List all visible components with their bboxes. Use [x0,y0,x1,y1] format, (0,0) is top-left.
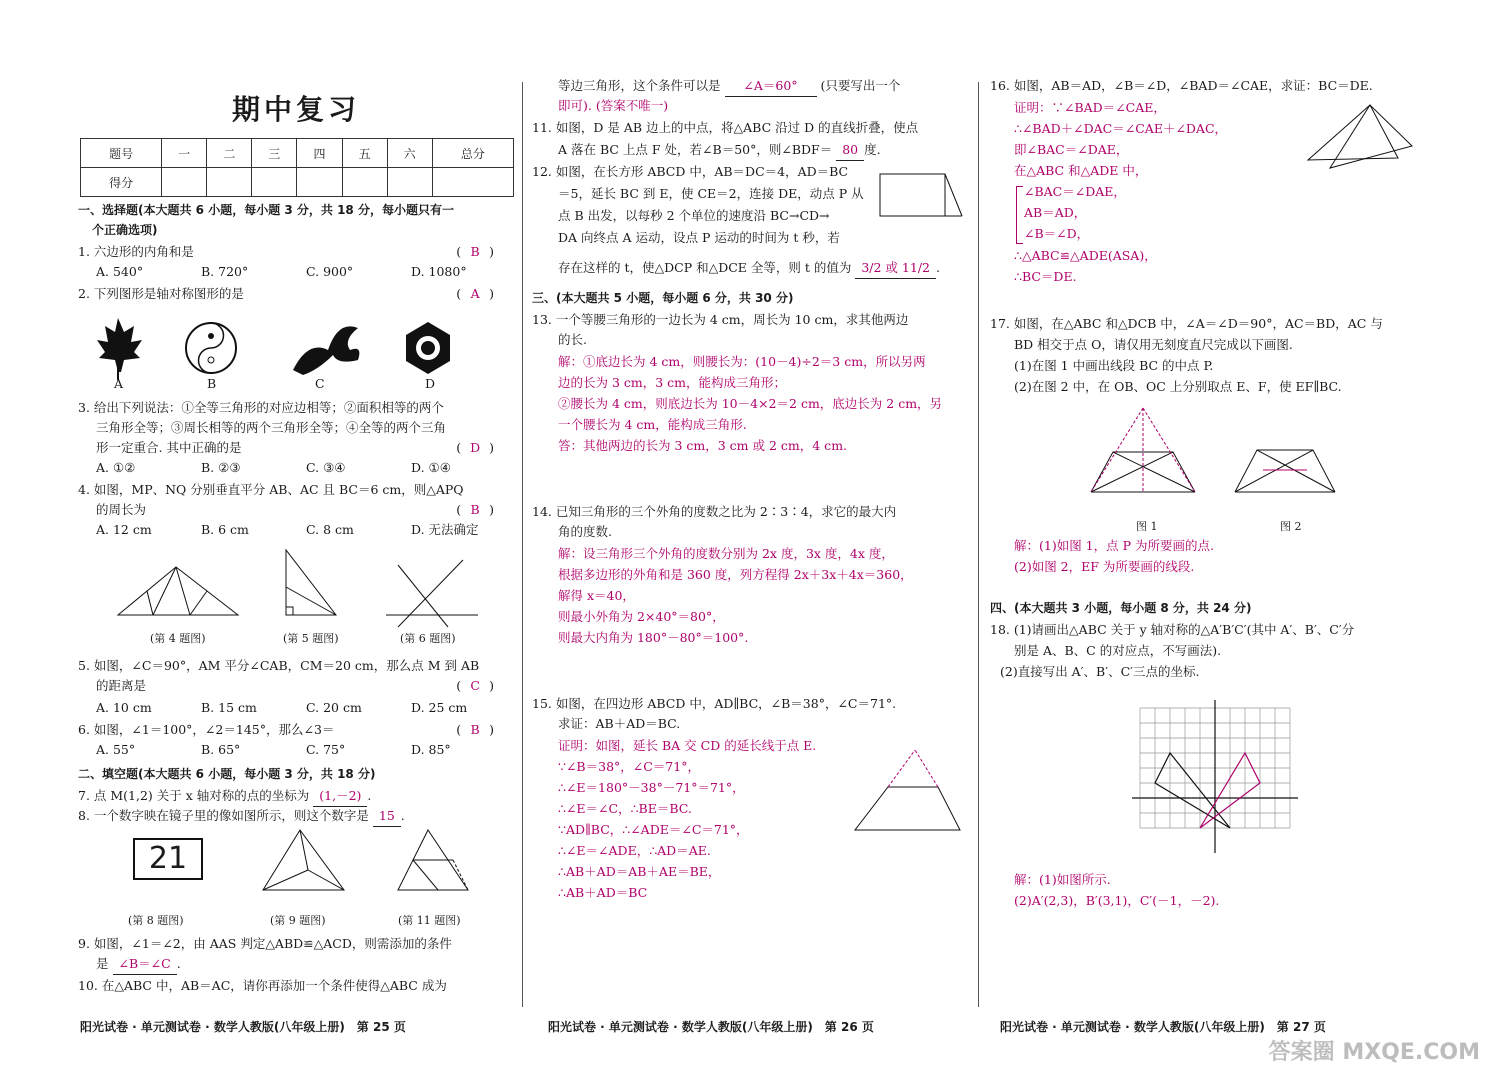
question-4: 4. 如图，MP、NQ 分别垂直平分 AB、AC 且 BC＝6 cm，则△APQ [78,482,464,497]
figure-caption: (第 9 题图) [270,914,326,927]
question-17-line: (1)在图 1 中画出线段 BC 的中点 P. [1014,358,1214,373]
question-15-line: 求证：AB＋AD＝BC. [558,716,681,731]
q2-labels [114,374,514,394]
section-1-header: 个正确选项) [92,223,158,237]
question-4-line [96,500,514,520]
figure-18-grid [1130,698,1300,858]
option: D. 1080° [411,264,467,279]
calligraphy-icon [293,326,359,375]
figures-9-11 [258,825,508,895]
option: D. 25 cm [411,700,468,715]
option: B. ②③ [201,460,241,475]
question-12-line: 存在这样的 t，使△DCP 和△DCE 全等，则 t 的值为 3/2 或 11/2 . [558,258,968,279]
figure-17-2 [1235,450,1335,492]
mirror-digits: 21 [133,838,203,880]
question-5: 5. 如图，∠C＝90°，AM 平分∠CAB，CM＝20 cm，那么点 M 到 AB [78,658,480,673]
question-text: 是 [96,956,109,971]
answer: B [470,722,480,737]
section-2-header: 二、填空题(本大题共 6 小题，每小题 3 分，共 18 分) [78,767,376,781]
brace [1016,186,1023,244]
figure-6 [386,560,478,627]
question-11-line [558,140,968,161]
answer-14: 则最小外角为 2×40°＝80°， [558,609,725,624]
question-13: 13. 一个等腰三角形的一边长为 4 cm，周长为 10 cm，求其他两边 [532,312,909,327]
option: A. ①② [96,460,136,475]
option: A. 10 cm [96,700,152,715]
figure-15 [850,742,965,842]
question-text: 6. 如图，∠1＝100°，∠2＝145°，那么∠3＝ [78,722,335,737]
answer-16: 证明：∵∠BAD＝∠CAE， [1014,100,1166,115]
answer-15: 证明：如图，延长 BA 交 CD 的延长线于点 E. [558,738,817,753]
option: A. 55° [96,742,136,757]
option: C. 900° [306,264,354,279]
options-5 [96,698,514,718]
answer-15: ∴AB＋AD＝AB＋AE＝BE， [558,864,721,879]
answer-blank: ∠B＝∠C [113,954,177,975]
answer-14: 解得 x＝40， [558,588,635,603]
question-18: 18. (1)请画出△ABC 关于 y 轴对称的△A′B′C′(其中 A′、B′、C′分 [990,622,1355,637]
option: A. 540° [96,264,144,279]
answer-blank: 15 [373,806,401,827]
footer-page-25: 阳光试卷 · 单元测试卷 · 数学人教版(八年级上册) 第 25 页 [80,1020,406,1034]
answer-15: ∴∠E＝∠ADE，∴AD＝AE. [558,843,711,858]
section-3-header: 三、(本大题共 5 小题，每小题 6 分，共 30 分) [532,291,794,305]
option: C. ③④ [306,460,346,475]
figure-caption: 图 1 [1136,520,1158,533]
answer-15: ∴AB＋AD＝BC [558,885,648,900]
figure-label: A [114,376,124,391]
question-3: 3. 给出下列说法：①全等三角形的对应边相等；②面积相等的两个 [78,400,444,415]
option: C. 20 cm [306,700,362,715]
column-divider-2 [978,82,979,1007]
option: B. 15 cm [201,700,257,715]
answer-paren: ( D ) [456,438,494,458]
question-18-line: (2)直接写出 A′、B′、C′三点的坐标. [1000,664,1200,679]
yin-yang-icon [186,323,236,373]
answer-13: 一个腰长为 4 cm，能构成三角形. [558,417,747,432]
answer: D [470,440,481,455]
score-head: 二 [207,139,252,168]
answer-paren: ( B ) [456,500,494,520]
score-cell[interactable] [387,168,432,197]
answer-16: 在△ABC 和△ADE 中， [1014,163,1148,178]
question-6 [78,720,514,740]
question-9: 9. 如图，∠1＝∠2，由 AAS 判定△ABD≌△ACD，则需添加的条件 [78,936,452,951]
figure-17-1 [1091,408,1195,492]
answer-blank: 80 [836,140,864,161]
options-6 [96,740,514,760]
answer: B [470,244,480,259]
answer-13: 解：①底边长为 4 cm，则腰长为：(10－4)÷2＝3 cm，所以另两 [558,354,926,369]
page-27 [990,70,1420,1024]
score-cell[interactable] [252,168,297,197]
question-text: 1. 六边形的内角和是 [78,244,194,259]
question-text: 存在这样的 t，使△DCP 和△DCE 全等，则 t 的值为 [558,260,852,275]
score-head: 三 [252,139,297,168]
answer-paren: ( B ) [456,242,494,262]
option: C. 75° [306,742,346,757]
answer-17: (2)如图 2，EF 为所要画的线段. [1014,559,1195,574]
question-text: 的距离是 [96,678,147,693]
answer-15: ∴∠E＝∠C，∴BE＝BC. [558,801,692,816]
figure-4 [118,567,238,615]
figure-caption: (第 6 题图) [400,632,456,645]
answer-16: 即∠BAC＝∠DAE， [1014,142,1129,157]
page-26 [532,70,968,1024]
answer-14: 解：设三角形三个外角的度数分别为 2x 度，3x 度，4x 度， [558,546,894,561]
figure-12 [872,168,967,228]
answer-17: 解：(1)如图 1，点 P 为所要画的点. [1014,538,1214,553]
options-1 [96,262,514,282]
question-17-line: (2)在图 2 中，在 OB、OC 上分别取点 E、F，使 EF∥BC. [1014,379,1342,394]
question-text: 2. 下列图形是轴对称图形的是 [78,286,244,301]
figure-11 [398,830,468,890]
score-table [80,138,514,197]
answer-16: ∴BC＝DE. [1014,269,1077,284]
score-cell[interactable] [162,168,207,197]
question-10-note: 即可). (答案不唯一) [558,98,669,113]
answer-15: ∴∠E＝180°－38°－71°＝71°， [558,780,745,795]
score-cell[interactable] [207,168,252,197]
question-text: 7. 点 M(1,2) 关于 x 轴对称的点的坐标为 [78,788,310,803]
question-text: (只要写出一个 [820,78,901,93]
question-text: 的周长为 [96,502,147,517]
score-head: 六 [387,139,432,168]
footer-page-26: 阳光试卷 · 单元测试卷 · 数学人教版(八年级上册) 第 26 页 [548,1020,874,1034]
question-11: 11. 如图，D 是 AB 边上的中点，将△ABC 沿过 D 的直线折叠，使点 [532,120,919,135]
answer-16: AB＝AD， [1024,205,1087,220]
figure-label: B [207,376,217,391]
figure-caption: (第 8 题图) [128,914,184,927]
column-divider-1 [522,82,523,1007]
option: D. 85° [411,742,451,757]
answer-13: 答：其他两边的长为 3 cm，3 cm 或 2 cm，4 cm. [558,438,848,453]
question-2 [78,284,514,304]
figure-16 [1300,100,1420,170]
score-head: 五 [342,139,387,168]
question-text: A 落在 BC 上点 F 处，若∠B＝50°，则∠BDF＝ [558,142,833,157]
answer-13: 边的长为 3 cm，3 cm，能构成三角形； [558,375,787,390]
figure-9 [263,830,344,890]
options-3 [96,458,514,478]
question-18-line: 别是 A、B、C 的对应点，不写画法). [1014,643,1222,658]
question-10-cont [558,76,968,97]
figure-caption: (第 11 题图) [398,914,461,927]
option: C. 8 cm [306,522,354,537]
answer-15: ∵AD∥BC，∴∠ADE＝∠C＝71°， [558,822,749,837]
score-head: 四 [297,139,342,168]
options-4 [96,520,514,540]
option: A. 12 cm [96,522,152,537]
question-12-line: 点 B 出发，以每秒 2 个单位的速度沿 BC→CD→ [558,208,830,223]
question-10: 10. 在△ABC 中，AB＝AC，请你再添加一个条件使得△ABC 成为 [78,978,447,993]
watermark-logo: 答案圈 MXQE.COM [1268,1040,1480,1065]
answer: A [470,286,480,301]
question-9-line: 是 ∠B＝∠C . [96,954,514,975]
maple-leaf-icon [97,318,142,372]
question-text: 等边三角形，这个条件可以是 [558,78,721,93]
question-12-line: DA 向终点 A 运动，设点 P 运动的时间为 t 秒，若 [558,230,840,245]
answer-18: 解：(1)如图所示. [1014,872,1111,887]
question-17-line: BD 相交于点 O，请仅用无刻度直尺完成以下画图. [1014,337,1293,352]
answer-16: ∠B＝∠D， [1024,226,1090,241]
page-title: 期中复习 [231,93,360,126]
answer-paren: ( C ) [456,676,494,696]
question-13-line: 的长. [558,332,587,347]
question-12: 12. 如图，在长方形 ABCD 中，AB＝DC＝4，AD＝BC [532,164,849,179]
answer-16: ∠BAC＝∠DAE， [1024,184,1126,199]
answer-paren: ( B ) [456,720,494,740]
section-1-header: 一、选择题(本大题共 6 小题，每小题 3 分，共 18 分，每小题只有一 [78,203,454,217]
figure-5 [286,550,336,615]
question-7: 7. 点 M(1,2) 关于 x 轴对称的点的坐标为 (1,－2) . [78,786,514,807]
answer-15: ∵∠B＝38°，∠C＝71°， [558,759,700,774]
answer-18: (2)A′(2,3)，B′(3,1)，C′(－1，－2). [1014,893,1220,908]
score-row-label: 得分 [81,168,162,197]
question-text: 8. 一个数字映在镜子里的像如图所示，则这个数字是 [78,808,369,823]
question-5-line [96,676,514,696]
score-cell[interactable] [432,168,513,197]
answer-16: ∴△ABC≌△ADE(ASA)， [1014,248,1157,263]
question-1 [78,242,514,262]
option: B. 6 cm [201,522,249,537]
question-14: 14. 已知三角形的三个外角的度数之比为 2∶3∶4，求它的最大内 [532,504,897,519]
score-head: 总分 [432,139,513,168]
question-text: 形一定重合. 其中正确的是 [96,440,242,455]
figure-caption: (第 4 题图) [150,632,206,645]
answer-blank: ∠A＝60° [725,76,817,97]
figure-caption: (第 5 题图) [283,632,339,645]
question-8: 8. 一个数字映在镜子里的像如图所示，则这个数字是 15 . [78,806,514,827]
option: D. ①④ [411,460,451,475]
figure-caption: 图 2 [1280,520,1302,533]
option: D. 无法确定 [411,522,479,537]
question-3-line: 三角形全等；③周长相等的两个三角形全等；④全等的两个三角 [96,420,447,435]
option: B. 65° [201,742,241,757]
figure-label: C [315,376,325,391]
question-14-line: 角的度数. [558,524,612,539]
score-head: 题号 [81,139,162,168]
question-3-line [96,438,514,458]
question-12-line: ＝5，延长 BC 到 E，使 CE＝2，连接 DE，动点 P 从 [558,186,864,201]
question-15: 15. 如图，在四边形 ABCD 中，AD∥BC，∠B＝38°，∠C＝71°. [532,696,897,711]
footer-page-27: 阳光试卷 · 单元测试卷 · 数学人教版(八年级上册) 第 27 页 [1000,1020,1326,1034]
section-4-header: 四、(本大题共 3 小题，每小题 8 分，共 24 分) [990,601,1252,615]
answer-14: 则最大内角为 180°－80°＝100°. [558,630,749,645]
score-cell[interactable] [297,168,342,197]
question-16: 16. 如图，AB＝AD，∠B＝∠D，∠BAD＝∠CAE，求证：BC＝DE. [990,78,1373,93]
answer: B [470,502,480,517]
triangle-abc [1155,753,1230,828]
hexagon-nut-icon [406,322,450,374]
answer-16: ∴∠BAD＋∠DAC＝∠CAE＋∠DAC， [1014,121,1228,136]
answer-13: ②腰长为 4 cm，则底边长为 10－4×2＝2 cm，底边长为 2 cm，另 [558,396,943,411]
answer-blank: 3/2 或 11/2 [855,258,936,279]
answer: C [470,678,480,693]
score-cell[interactable] [342,168,387,197]
figures-17 [1085,400,1365,505]
question-text: 度. [864,142,881,157]
answer-14: 根据多边形的外角和是 360 度，列方程得 2x＋3x＋4x＝360， [558,567,913,582]
figure-label: D [425,376,436,391]
answer-blank: (1,－2) [313,786,367,807]
answer-paren: ( A ) [456,284,494,304]
page-25 [78,70,514,1024]
question-17: 17. 如图，在△ABC 和△DCB 中，∠A＝∠D＝90°，AC＝BD，AC 与 [990,316,1383,331]
option: B. 720° [201,264,249,279]
score-head: 一 [162,139,207,168]
